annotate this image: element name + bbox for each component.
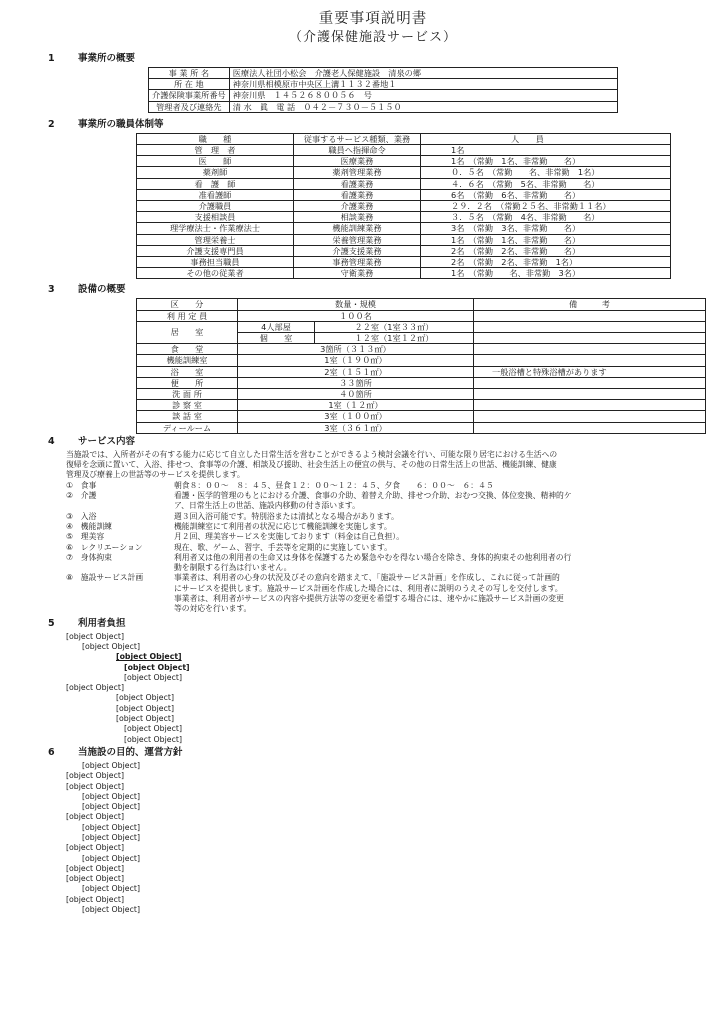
sec6-line: [object Object] [82, 760, 140, 770]
sec5-line: [object Object] [66, 683, 124, 693]
section-number: 2 [48, 118, 55, 130]
facility-note [474, 411, 706, 422]
staff-count: ４．６名 （常勤 5名、非常勤 名） [421, 178, 671, 189]
staff-duty: 看護業務 [294, 178, 421, 189]
service-item-line: 看護・医学的管理のもとにおける介護、食事の介助、着替え介助、排せつ介助、おむつ交換、体位変換、精神的ケ [174, 491, 572, 501]
sec6-line: [object Object] [82, 905, 140, 915]
service-item-line: にサービスを提供します。施設サービス計画を作成した場合には、利用者に説明のうえその写しを交付します。 [174, 583, 563, 593]
sec5-line: [object Object] [124, 724, 182, 734]
staff-role: 薬剤師 [137, 167, 294, 178]
sec6-line: [object Object] [66, 781, 124, 791]
service-item-line: ア、日常生活上の世話、施設内移動の付き添います。 [174, 501, 360, 511]
service-item [40, 481, 706, 491]
section-title: 事業所の概要 [78, 53, 136, 64]
office-label: 介護保険事業所番号 [149, 90, 230, 101]
staff-header-cell: 職 種 [137, 133, 294, 144]
facility-label: 機能訓練室 [137, 355, 238, 366]
service-item-key: ② 介護 [66, 491, 97, 501]
staff-row [137, 156, 671, 167]
staff-role: 看 護 師 [137, 178, 294, 189]
facility-note [474, 310, 706, 321]
facility-row [137, 344, 706, 355]
section-title: 事業所の職員体制等 [78, 118, 164, 130]
service-item-key: ⑦ 身体拘束 [66, 552, 112, 562]
sec6-line: [object Object] [82, 884, 140, 894]
service-item-line: 事業者は、利用者の心身の状況及びその意向を踏まえて、「施設サービス計画」を作成し、これに従って計画的 [174, 573, 560, 583]
staff-count: ０．５名 （常勤 名、非常勤 1名） [421, 167, 671, 178]
document-title: 重要事項説明書 [318, 11, 428, 27]
staff-header-cell: 従事するサービス種類、業務 [294, 133, 421, 144]
room-value: ２２室（1室３３㎡） [315, 321, 474, 332]
section-number: 4 [48, 435, 55, 447]
service-item-line: 月２回、理美容サービスを実施しております（料金は自己負担）。 [174, 532, 405, 542]
staff-duty: 介護業務 [294, 201, 421, 212]
service-item-line: 週３回入浴可能です。特別浴または清拭となる場合があります。 [174, 511, 399, 521]
staff-duty: 栄養管理業務 [294, 234, 421, 245]
office-label: 事 業 所 名 [149, 68, 230, 79]
service-item-line: 朝食８：００～ ８：４５、昼食１２：００～１２：４５、夕食 ６：００～ ６：４５ [174, 480, 494, 490]
staff-count: 3名 （常勤 3名、非常勤 名） [421, 223, 671, 234]
staff-row [137, 178, 671, 189]
sec6-line: [object Object] [66, 812, 124, 822]
office-value: 清 水 眞 電 話 ０４２－７３０－５１５０ [229, 101, 617, 112]
office-value: 医療法人社団小松会 介護老人保健施設 清泉の郷 [229, 68, 617, 79]
sec6-line: [object Object] [82, 791, 140, 801]
sec5-line: [object Object] [116, 703, 174, 713]
staff-role: 介護職員 [137, 201, 294, 212]
sec6-line: [object Object] [82, 802, 140, 812]
staff-duty: 職員へ指揮命令 [294, 145, 421, 156]
facility-label: 洗 面 所 [137, 389, 238, 400]
facility-row [137, 400, 706, 411]
staff-role: 准看護師 [137, 189, 294, 200]
facility-row [137, 355, 706, 366]
staff-role: 医 師 [137, 156, 294, 167]
sec6-line: [object Object] [66, 863, 124, 873]
office-label: 所 在 地 [149, 79, 230, 90]
facility-note [474, 389, 706, 400]
staff-row [137, 257, 671, 268]
service-item-line: 事業者は、利用者がサービスの内容や提供方法等の変更を希望する場合には、速やかに施設サービス計画の変更 [174, 594, 564, 604]
facility-row [137, 422, 706, 433]
facility-value: 1室（１９０㎡） [238, 355, 474, 366]
staff-count: 1名 [421, 145, 671, 156]
facility-note [474, 321, 706, 332]
facility-header-row [137, 299, 706, 310]
facility-row [137, 366, 706, 377]
facility-label: 便 所 [137, 377, 238, 388]
section-title: 設備の概要 [78, 284, 126, 296]
section-title: 利用者負担 [78, 617, 126, 629]
facility-label: 居 室 [137, 321, 238, 343]
facility-value: 2室（１５１㎡） [238, 366, 474, 377]
section-number: 3 [48, 284, 55, 296]
staff-count: 2名 （常勤 2名、非常勤 1名） [421, 257, 671, 268]
service-item [40, 532, 706, 542]
staff-row [137, 245, 671, 256]
staff-duty: 介護支援業務 [294, 245, 421, 256]
section-6-heading [40, 747, 706, 759]
section-number: 1 [48, 53, 55, 64]
facility-value: １００名 [238, 310, 474, 321]
facility-label: 浴 室 [137, 366, 238, 377]
staff-duty: 守衛業務 [294, 268, 421, 279]
facility-header-cell: 区 分 [137, 299, 238, 310]
section-number: 6 [48, 746, 55, 758]
sec5-line: [object Object] [82, 641, 140, 651]
service-item-desc [174, 522, 706, 532]
facility-value: ４０箇所 [238, 389, 474, 400]
staff-row [137, 212, 671, 223]
service-item [40, 553, 706, 574]
facility-row [137, 310, 706, 321]
section-title: 当施設の目的、運営方針 [78, 746, 183, 758]
room-value: １２室（1室１２㎡） [315, 333, 474, 344]
sec5-line: [object Object] [66, 631, 124, 641]
sec5-line: [object Object] [116, 652, 182, 662]
section-3-heading [40, 284, 706, 296]
facility-note [474, 377, 706, 388]
service-item-key: ① 食事 [66, 480, 97, 490]
service-item [40, 573, 706, 614]
staff-row [137, 167, 671, 178]
service-list [40, 481, 706, 615]
service-item [40, 543, 706, 553]
service-item [40, 522, 706, 532]
staff-role: 介護支援専門員 [137, 245, 294, 256]
office-value: 神奈川県 １４５２６８００５６ 号 [229, 90, 617, 101]
sec6-line: [object Object] [66, 843, 124, 853]
office-row [149, 101, 618, 112]
staff-count: 6名 （常勤 6名、非常勤 名） [421, 189, 671, 200]
staff-count: ２９．２名 （常勤２５名、非常勤１１名） [421, 201, 671, 212]
purpose-policy-text [40, 761, 706, 915]
service-item-line: 現在、歌、ゲーム、習字、手芸等を定期的に実施しています。 [174, 542, 392, 552]
facility-row [137, 411, 706, 422]
staff-row [137, 234, 671, 245]
staff-row [137, 145, 671, 156]
service-item-line: 等の対応を行います。 [174, 604, 252, 614]
staff-duty: 医療業務 [294, 156, 421, 167]
sec6-line: [object Object] [82, 832, 140, 842]
sec5-line: [object Object] [116, 714, 174, 724]
service-item-key: ④ 機能訓練 [66, 521, 112, 531]
section-4-heading [40, 436, 706, 448]
sec5-line: [object Object] [124, 734, 182, 744]
staff-role: 支援相談員 [137, 212, 294, 223]
facility-label: 食 堂 [137, 344, 238, 355]
service-item-line: 機能訓練室にて利用者の状況に応じて機能訓練を実施します。 [174, 521, 392, 531]
staff-role: 理学療法士・作業療法士 [137, 223, 294, 234]
staff-role: その他の従業者 [137, 268, 294, 279]
staff-row [137, 201, 671, 212]
service-item [40, 491, 706, 512]
section-title: サービス内容 [78, 435, 136, 447]
service-item-desc [174, 573, 706, 614]
service-item-desc [174, 543, 706, 553]
staff-header-cell: 人 員 [421, 133, 671, 144]
facility-header-cell: 数量・規模 [238, 299, 474, 310]
sec5-line: [object Object] [124, 662, 190, 672]
facility-row [137, 377, 706, 388]
sec6-line: [object Object] [66, 874, 124, 884]
facility-value: 1室（１２㎡） [238, 400, 474, 411]
staff-role: 事務担当職員 [137, 257, 294, 268]
service-item [40, 512, 706, 522]
facility-table [136, 298, 706, 433]
section-2-heading [40, 119, 706, 131]
facility-label: 利 用 定 員 [137, 310, 238, 321]
facility-label: 診 察 室 [137, 400, 238, 411]
facility-note [474, 333, 706, 344]
facility-note: 一般浴槽と特殊浴槽があります [474, 366, 706, 377]
facility-value: ３３箇所 [238, 377, 474, 388]
facility-row [137, 389, 706, 400]
service-item-line: 動を制限する行為は行いません。 [174, 563, 292, 573]
facility-label: ディールーム [137, 422, 238, 433]
service-intro-line: 当施設では、入所者がその有する能力に応じて自立した日常生活を営むことができるよう検討会議を行い、可能な限り居宅における生活への [66, 449, 558, 459]
section-5-heading [40, 618, 706, 630]
facility-row [137, 321, 706, 332]
office-row [149, 68, 618, 79]
service-item-desc [174, 553, 706, 574]
service-item-key: ③ 入浴 [66, 511, 97, 521]
facility-header-cell: 備 考 [474, 299, 706, 310]
staff-row [137, 268, 671, 279]
facility-note [474, 344, 706, 355]
facility-label: 談 話 室 [137, 411, 238, 422]
facility-note [474, 355, 706, 366]
service-item-desc [174, 512, 706, 522]
staff-row [137, 189, 671, 200]
service-item-desc [174, 491, 706, 512]
staff-count: 1名 （常勤 名、非常勤 3名） [421, 268, 671, 279]
staff-duty: 機能訓練業務 [294, 223, 421, 234]
sec6-line: [object Object] [82, 853, 140, 863]
office-row [149, 79, 618, 90]
staff-row [137, 223, 671, 234]
facility-note [474, 422, 706, 433]
staff-role: 管 理 者 [137, 145, 294, 156]
staff-count: ３．５名 （常勤 4名、非常勤 名） [421, 212, 671, 223]
staff-duty: 事務管理業務 [294, 257, 421, 268]
service-item-key: ⑥ レクリエーション [66, 542, 143, 552]
sec6-line: [object Object] [82, 822, 140, 832]
service-item-desc [174, 481, 706, 491]
office-value: 神奈川県相模原市中央区上溝１１３２番地１ [229, 79, 617, 90]
room-type: 4人部屋 [238, 321, 315, 332]
service-item-line: 利用者又は他の利用者の生命又は身体を保護するため緊急やむを得ない場合を除き、身体的拘束その他利用者の行 [174, 552, 572, 562]
section-number: 5 [48, 617, 55, 629]
facility-note [474, 400, 706, 411]
user-charge-text [40, 632, 706, 745]
sec5-line: [object Object] [124, 672, 182, 682]
service-intro-line: 復帰を念頭に置いて、入浴、排せつ、食事等の介護、相談及び援助、社会生活上の便宜の供与、その他の日常生活上の世話、機能訓練、健康 [66, 460, 557, 470]
sec6-line: [object Object] [66, 771, 124, 781]
office-overview-table [148, 67, 618, 113]
section-1-heading [40, 53, 706, 65]
staff-header-row [137, 133, 671, 144]
staff-duty: 看護業務 [294, 189, 421, 200]
facility-value: 3室（３６１㎡） [238, 422, 474, 433]
staff-table [136, 133, 671, 280]
staff-duty: 薬剤管理業務 [294, 167, 421, 178]
sec6-line: [object Object] [66, 894, 124, 904]
staff-count: 1名 （常勤 1名、非常勤 名） [421, 234, 671, 245]
facility-value: 3室（１００㎡） [238, 411, 474, 422]
office-label: 管理者及び連絡先 [149, 101, 230, 112]
document-subtitle: （介護保健施設サービス） [288, 30, 457, 45]
service-intro [40, 450, 706, 481]
sec5-line: [object Object] [116, 693, 174, 703]
service-intro-line: 管理及び療養上の世話等のサービスを提供します。 [66, 470, 245, 480]
office-row [149, 90, 618, 101]
staff-count: 2名 （常勤 2名、非常勤 名） [421, 245, 671, 256]
staff-role: 管理栄養士 [137, 234, 294, 245]
staff-duty: 相談業務 [294, 212, 421, 223]
facility-value: 3箇所（３１３㎡） [238, 344, 474, 355]
service-item-desc [174, 532, 706, 542]
service-item-key: ⑧ 施設サービス計画 [66, 573, 144, 583]
room-type: 個 室 [238, 333, 315, 344]
staff-count: 1名 （常勤 1名、非常勤 名） [421, 156, 671, 167]
service-item-key: ⑤ 理美容 [66, 532, 105, 542]
